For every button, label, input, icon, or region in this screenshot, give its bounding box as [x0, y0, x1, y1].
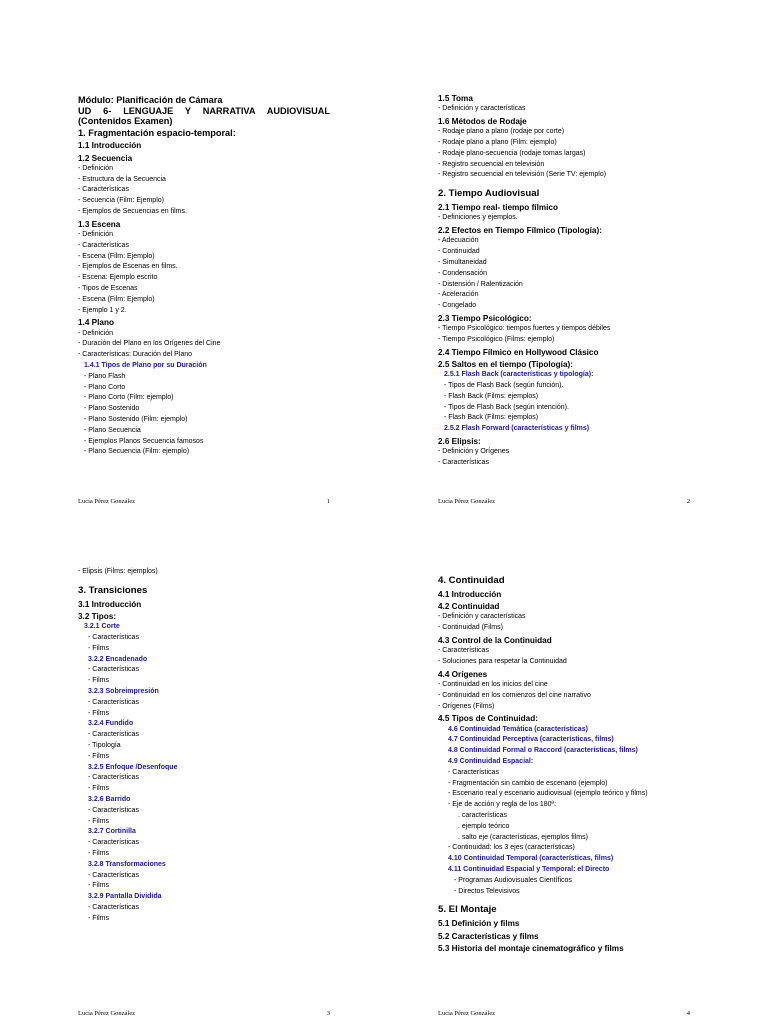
outline-item: - Films	[88, 677, 109, 685]
outline-item: . características	[458, 811, 508, 819]
outline-item: - Rodaje plano a plano (Film: ejemplo)	[438, 139, 557, 146]
outline-item: - Flash Back (Films: ejemplos)	[444, 414, 539, 422]
outline-item: - Definiciones y ejemplos.	[438, 214, 518, 222]
outline-item: - Tiempo Psicológico (Films: ejemplo)	[438, 335, 555, 343]
subsection-heading: 3.2.6 Barrido	[88, 795, 131, 803]
outline-item: - Plano Secuencia (Film: ejemplo)	[84, 448, 190, 456]
outline-item: - Rodaje plano a plano (rodaje por corte)	[438, 128, 565, 136]
heading: 4.4 Orígenes	[438, 669, 488, 679]
subsection-heading: 2.5.1 Flash Back (características y tipología):	[444, 371, 594, 379]
outline-item: - Aceleración	[438, 291, 479, 299]
outline-item: - Definición y características	[438, 613, 526, 621]
footer-author: Lucía Pérez González	[78, 498, 136, 505]
outline-item: - Films	[88, 644, 109, 652]
heading: 2.2 Efectos en Tiempo Fílmico (Tipología):	[438, 226, 602, 236]
outline-item: - Orígenes (Films)	[438, 702, 495, 710]
outline-item: - Características	[78, 241, 129, 249]
outline-item: - Ejemplo 1 y 2.	[78, 306, 127, 314]
outline-item: - Características	[88, 903, 139, 911]
subsection-heading: 3.2.7 Cortinilla	[88, 828, 136, 836]
outline-item: - Definición y características	[438, 105, 526, 113]
outline-item: - Características: Duración del Plano	[78, 351, 192, 359]
outline-item: - Características	[88, 806, 139, 814]
heading: 2.5 Saltos en el tiempo (Tipología):	[438, 359, 573, 369]
subsection-heading: 3.2.8 Transformaciones	[88, 860, 166, 868]
heading: 2.4 Tiempo Fílmico en Hollywood Clásico	[438, 347, 599, 357]
outline-item: - Características	[88, 774, 139, 782]
subsection-heading: 3.2.2 Encadenado	[88, 655, 148, 663]
outline-item: - Ejemplos Planos Secuencia famosos	[84, 437, 204, 445]
outline-item: - Continuidad: los 3 ejes (características)	[448, 844, 575, 852]
heading: (Contenidos Examen)	[78, 116, 173, 127]
outline-item: - Films	[88, 752, 109, 760]
outline-item: - Tipología	[88, 741, 121, 749]
outline-item: - Tipos de Escenas	[78, 284, 138, 292]
heading: 4.3 Control de la Continuidad	[438, 636, 552, 645]
outline-item: - Continuidad en los inicios del cine	[438, 681, 548, 688]
outline-item: - Films	[88, 849, 109, 857]
outline-item: - Escenario real y escenario audiovisual (ejemplo teórico y films)	[448, 790, 648, 798]
subsection-heading: 4.6 Continuidad Temática (características)	[448, 725, 588, 733]
outline-item: - Plano Secuencia	[84, 426, 141, 434]
outline-item: - Films	[88, 785, 109, 793]
outline-item: - Rodaje plano-secuencia (rodaje tomas largas)	[438, 149, 586, 157]
subsection-heading: 4.11 Continuidad Espacial y Temporal: el Directo	[448, 865, 610, 873]
outline-item: - Congelado	[438, 302, 477, 310]
outline-item: - Características	[438, 458, 489, 466]
heading: 4.5 Tipos de Continuidad:	[438, 714, 538, 724]
heading: 2.3 Tiempo Psicológico:	[438, 313, 532, 323]
outline-item: - Simultaneidad	[438, 258, 487, 266]
outline-item: - Escena (Film: Ejemplo)	[78, 295, 155, 303]
subsection-heading: 4.9 Continuidad Espacial:	[448, 757, 534, 765]
document-page-3	[0, 512, 384, 1024]
heading: 4.2 Continuidad	[438, 602, 500, 612]
outline-item: - Plano Corto (Film: ejemplo)	[84, 394, 174, 402]
section-heading: 4. Continuidad	[438, 575, 505, 586]
outline-item: - Soluciones para respetar la Continuidad	[438, 658, 567, 665]
outline-item: - Estructura de la Secuencia	[78, 175, 166, 183]
outline-item: - Registro secuencial en televisión (Serie TV: ejemplo)	[438, 171, 607, 179]
subsection-heading: 2.5.2 Flash Forward (características y films)	[444, 425, 590, 433]
outline-item: - Tiempo Psicológico: tiempos fuertes y tiempos débiles	[438, 325, 611, 333]
heading: 2.1 Tiempo real- tiempo fílmico	[438, 203, 558, 213]
page-number: 2	[686, 498, 690, 505]
heading: 2.6 Elipsis:	[438, 436, 481, 446]
heading: 3.2 Tipos:	[78, 612, 117, 621]
outline-item: - Distensión / Ralentización	[438, 280, 523, 288]
subsection-heading: 3.2.3 Sobreimpresión	[88, 687, 159, 695]
document-page-2	[384, 0, 768, 512]
page-3-content	[78, 567, 330, 925]
footer-author: Lucía Pérez González	[438, 1010, 496, 1017]
outline-item: - Films	[88, 882, 109, 890]
outline-item: - Características	[88, 731, 139, 739]
outline-item: - Films	[88, 709, 109, 717]
outline-item: - Características	[88, 871, 139, 879]
outline-item: - Flash Back (Films: ejemplos)	[444, 392, 539, 400]
outline-item: - Tipos de Flash Back (según intención).	[444, 403, 569, 411]
outline-item: - Films	[88, 817, 109, 825]
subsection-heading: 1.4.1 Tipos de Plano por su Duración	[84, 361, 207, 369]
outline-item: - Características	[88, 634, 139, 641]
document-page-4	[384, 512, 768, 1024]
heading: 5.2 Características y films	[438, 931, 539, 941]
heading: 5.1 Definición y films	[438, 919, 520, 929]
page-2-content	[438, 92, 696, 469]
heading: 4.1 Introducción	[438, 590, 502, 599]
subsection-heading: 3.2.9 Pantalla Dividida	[88, 893, 162, 901]
heading: 1.2 Secuencia	[78, 153, 133, 163]
outline-item: - Ejemplos de Secuencias en films.	[78, 208, 187, 215]
heading: Módulo: Planificación de Cámara	[78, 95, 223, 105]
outline-item: - Condensación	[438, 269, 488, 277]
outline-item: - Elipsis (Films: ejemplos)	[78, 568, 158, 575]
outline-item: - Escena (Film: Ejemplo)	[78, 252, 155, 260]
page-number: 4	[686, 1010, 690, 1017]
outline-item: - Plano Sostenido	[84, 405, 140, 413]
outline-item: - Continuidad	[438, 248, 480, 256]
outline-item: - Características	[88, 839, 139, 847]
outline-item: - Plano Corto	[84, 383, 126, 391]
outline-item: - Características	[448, 768, 499, 776]
outline-item: - Plano Flash	[84, 372, 126, 380]
footer-author: Lucía Pérez González	[438, 498, 496, 505]
outline-item: - Continuidad (Films)	[438, 624, 503, 632]
outline-item: - Características	[88, 698, 139, 706]
outline-item: - Adecuación	[438, 237, 479, 245]
outline-item: - Continuidad en los comienzos del cine narrativo	[438, 691, 591, 699]
outline-item: - Duración del Plano en los Orígenes del Cine	[78, 340, 221, 348]
outline-item: - Definición	[78, 164, 114, 172]
heading: 1.1 Introducción	[78, 141, 142, 151]
subsection-heading: 4.10 Continuidad Temporal (características, films)	[448, 855, 614, 863]
page-number: 1	[326, 498, 330, 505]
subsection-heading: 4.7 Continuidad Perceptiva (características, films)	[448, 736, 614, 744]
outline-item: . ejemplo teórico	[458, 822, 510, 830]
outline-item: - Secuencia (Film: Ejemplo)	[78, 197, 164, 205]
section-heading: 3. Transiciones	[78, 584, 148, 596]
heading: 3.1 Introducción	[78, 599, 142, 609]
outline-item: - Films	[88, 914, 109, 922]
page-number: 3	[326, 1010, 330, 1017]
outline-item: - Directos Televisivos	[454, 887, 520, 895]
heading: UD 6- LENGUAJE Y NARRATIVA AUDIOVISUAL	[78, 106, 330, 116]
document-page-1	[0, 0, 384, 512]
section-heading: 2. Tiempo Audiovisual	[438, 188, 540, 200]
outline-item: - Características	[88, 666, 139, 674]
outline-item: - Programas Audiovisuales Científicos	[454, 876, 572, 884]
outline-item: - Características	[78, 186, 129, 194]
subsection-heading: 3.2.4 Fundido	[88, 720, 134, 728]
outline-item: . salto eje (características, ejemplos films)	[458, 833, 588, 841]
subsection-heading: 3.2.1 Corte	[84, 623, 120, 631]
outline-item: - Fragmentación sin cambio de escenario (ejemplo)	[448, 779, 608, 787]
heading: 1.6 Métodos de Rodaje	[438, 117, 527, 126]
outline-item: - Definición	[78, 231, 114, 238]
subsection-heading: 3.2.5 Enfoque /Desenfoque	[88, 763, 178, 771]
page-1-content	[78, 95, 330, 458]
outline-item: - Características	[438, 647, 489, 655]
footer-author: Lucía Pérez González	[78, 1010, 136, 1017]
page-4-content	[438, 568, 696, 954]
heading: 1.5 Toma	[438, 94, 473, 103]
heading: 1.3 Escena	[78, 219, 121, 229]
outline-item: - Plano Sostenido (Film: ejemplo)	[84, 415, 188, 423]
heading: 1. Fragmentación espacio-temporal:	[78, 128, 236, 139]
outline-item: - Ejemplos de Escenas en films.	[78, 263, 178, 271]
outline-item: - Eje de acción y regla de los 180º:	[448, 801, 557, 809]
heading: 5.3 Historia del montaje cinematográfico y films	[438, 943, 624, 953]
subsection-heading: 4.8 Continuidad Formal o Raccord (características, films)	[448, 747, 638, 755]
outline-item: - Escena: Ejemplo escrito	[78, 274, 158, 282]
heading: 1.4 Plano	[78, 318, 114, 328]
outline-item: - Definición	[78, 329, 114, 337]
outline-item: - Registro secuencial en televisión	[438, 160, 545, 168]
outline-item: - Tipos de Flash Back (según función).	[444, 381, 564, 389]
section-heading: 5. El Montaje	[438, 904, 497, 916]
outline-item: - Definición y Orígenes	[438, 448, 510, 456]
